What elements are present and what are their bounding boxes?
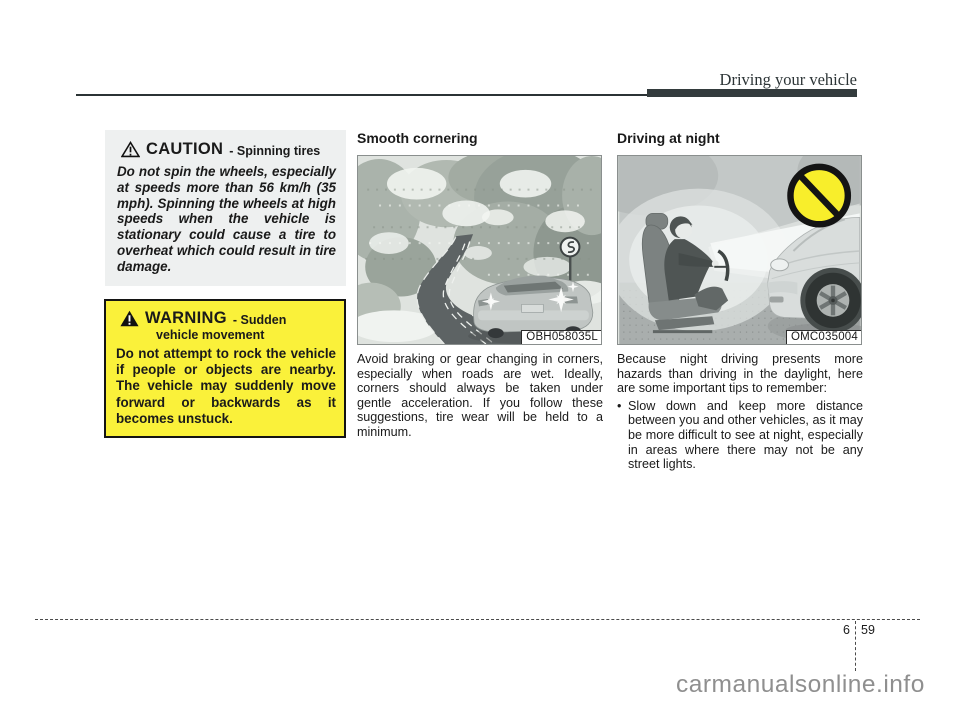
caution-box: [105, 130, 346, 286]
smooth-cornering-figure: [357, 155, 602, 345]
night-tip-item: [617, 399, 863, 472]
warning-body-text: Do not attempt to rock the vehicle if people or objects are nearby. The vehicle may suddenly move forward or backwards as it becomes unstuck.: [116, 346, 336, 426]
night-tip-text: Slow down and keep more distance between you and other vehicles, as it may be more difficult to see at night, especially in areas where there may not be any street lights.: [628, 398, 863, 472]
section-driving-at-night: [617, 130, 863, 472]
warning-title: WARNING: [145, 309, 227, 327]
smooth-cornering-heading: Smooth cornering: [357, 130, 478, 146]
caution-subtitle: - Spinning tires: [229, 144, 321, 158]
header-rule-thin: [76, 94, 647, 96]
figure-caption: OMC035004: [786, 330, 861, 344]
chapter-number: 6: [843, 623, 850, 637]
footer-dashed-line: [35, 619, 920, 620]
warning-subtitle: - Sudden: [232, 313, 287, 327]
prohibition-icon: [790, 167, 847, 224]
driving-at-night-figure: [617, 155, 862, 345]
bullet-marker: •: [617, 398, 622, 413]
caution-title: CAUTION: [146, 140, 224, 158]
header-rule-thick: [647, 89, 857, 97]
caution-box-header: [117, 140, 336, 159]
night-driving-illustration: [618, 156, 861, 344]
caution-triangle-icon: [121, 141, 140, 158]
warning-box: [104, 299, 346, 438]
page-number: 59: [861, 623, 875, 637]
caution-body-text: Do not spin the wheels, especially at speeds more than 56 km/h (35 mph). Spinning the wheels at high speeds when the vehicle is stationary could cause a tire to overheat which could result in tire damage.: [117, 164, 336, 274]
warning-box-header: [116, 309, 336, 328]
driving-at-night-intro: Because night driving presents more hazards than driving in the daylight, here are some important tips to remember:: [617, 352, 863, 396]
warning-subtitle-line2: vehicle movement: [156, 328, 265, 342]
page-header-title: Driving your vehicle: [719, 70, 857, 89]
smooth-cornering-body: Avoid braking or gear changing in corners, especially when roads are wet. Ideally, corners should always be taken under gentle acceleration. If you follow these suggestions, tire wear will be held to a minimum.: [357, 352, 603, 439]
figure-caption: OBH058035L: [521, 330, 601, 344]
watermark-text: carmanualsonline.info: [676, 671, 925, 698]
warning-triangle-icon: [120, 310, 139, 327]
section-smooth-cornering: [357, 130, 603, 440]
winding-road-illustration: [358, 156, 601, 344]
footer-dashed-separator: [855, 621, 856, 671]
driving-at-night-heading: Driving at night: [617, 130, 720, 146]
